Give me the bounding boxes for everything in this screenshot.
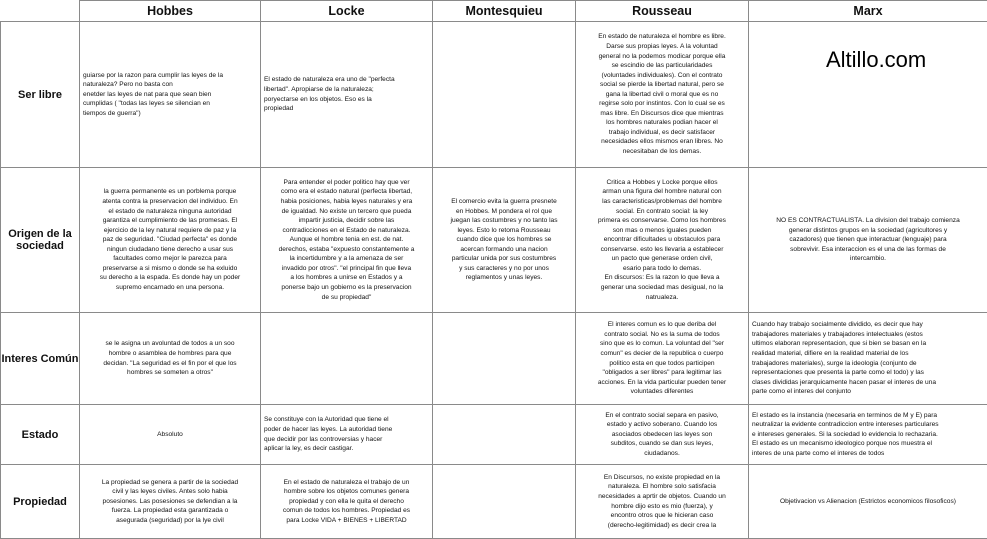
cell-text-line: propiedad: [264, 104, 429, 114]
table-cell-origen-de-la-sociedad-rousseau: [576, 168, 749, 313]
cell-text-line: realidad material, difiere en la realidad material de los: [752, 349, 984, 359]
corner-cell: [1, 1, 80, 22]
cell-text-line: social. En contrato social: la ley: [579, 207, 745, 217]
cell-text-line: En discursos: Es la razon lo que lleva a: [579, 273, 745, 283]
cell-text-line: Se constituye con la Autoridad que tiene el: [264, 415, 429, 425]
cell-text-line: contrato social. No es la suma de todos: [579, 330, 745, 340]
table-cell-origen-de-la-sociedad-locke: [261, 168, 433, 313]
cell-text-line: de igualdad. No existe un tercero que pueda: [264, 207, 429, 217]
table-cell-ser-libre-hobbes: [80, 22, 261, 168]
table-cell-estado-rousseau: [576, 405, 749, 465]
cell-text-line: preservarse a si mismo o donde se ha exluido: [83, 264, 257, 274]
table-row: [1, 313, 987, 405]
cell-text-line: generar distintos grupos en la sociedad (agricultores y: [752, 226, 984, 236]
cell-text-line: asegurada (seguridad) por la lye civil: [83, 516, 257, 526]
cell-text-line: necesidades a aprtir de objetos. Cuando un: [579, 492, 745, 502]
cell-text-line: ciudadanos.: [579, 449, 745, 459]
cell-text-line: Aunque el hombre tenia en est. de nat.: [264, 235, 429, 245]
cell-text-line: politico esta en que todos participen: [579, 359, 745, 369]
cell-text-line: hombres se someten a otros": [83, 368, 257, 378]
cell-text-line: contradicciones en el Estado de naturaleza.: [264, 226, 429, 236]
cell-text-line: acercan formando una nacion: [436, 245, 572, 255]
cell-text-line: estado y activo soberano. Cuando los: [579, 420, 745, 430]
cell-text-line: (voluntades individuales). Con el contrato: [579, 71, 745, 81]
cell-text-line: voluntades diferentes: [579, 387, 745, 397]
cell-text-line: primera es conservarse. Como los hombres: [579, 216, 745, 226]
cell-text-line: En el estado de naturaleza el trabajo de un: [264, 478, 429, 488]
table-cell-propiedad-montesquieu: [433, 465, 576, 539]
cell-text-line: se le asigna un avoluntad de todos a un soo: [83, 339, 257, 349]
table-row: [1, 465, 987, 539]
column-header-hobbes: Hobbes: [80, 1, 261, 22]
table-cell-estado-hobbes: [80, 405, 261, 465]
cell-text-line: la incertidumbre y a la amenaza de ser: [264, 254, 429, 264]
cell-text-line: habia posiciones, habia leyes naturales y era: [264, 197, 429, 207]
cell-text-line: general no la podemos modicar porque ella: [579, 52, 745, 62]
table-cell-propiedad-locke: [261, 465, 433, 539]
cell-text-line: interes de una parte como el interes de todos: [752, 449, 984, 459]
cell-text-line: las caracteristicas/problemas del hombre: [579, 197, 745, 207]
cell-text-line: El estado es la instancia (necesaria en terminos de M y E) para: [752, 411, 984, 421]
cell-text-line: Absoluto: [83, 430, 257, 440]
cell-text-line: asociados obedecen las leyes son: [579, 430, 745, 440]
cell-text-line: esario para todo lo demas.: [579, 264, 745, 274]
cell-text-line: hombre o asamblea de hombres para que: [83, 349, 257, 359]
table-cell-origen-de-la-sociedad-montesquieu: [433, 168, 576, 313]
table-row: [1, 405, 987, 465]
table-cell-interes-com-n-locke: [261, 313, 433, 405]
table-cell-estado-marx: [749, 405, 987, 465]
cell-text-line: reglamentos y unas leyes.: [436, 273, 572, 283]
cell-text-line: fuerza. La propiedad esta garantizada o: [83, 506, 257, 516]
cell-text-line: poryectarse en los objetos. Eso es la: [264, 95, 429, 105]
cell-text-line: los hombres naturales podian hacer el: [579, 118, 745, 128]
row-header-interes-com-n: Interes Común: [1, 313, 80, 405]
table-cell-interes-com-n-montesquieu: [433, 313, 576, 405]
cell-text-line: leyes. Esto lo retoma Rousseau: [436, 226, 572, 236]
cell-text-line: Objetivacion vs Alienacion (Estrictos economicos filosoficos): [752, 497, 984, 507]
cell-text-line: "obligados a ser libres" para legitimar las: [579, 368, 745, 378]
cell-text-line: Para entender el poder politico hay que ver: [264, 178, 429, 188]
cell-text-line: naturaleza. El hombre solo satisfacia: [579, 482, 745, 492]
cell-text-line: decidan. "La seguridad es el fin por el que los: [83, 359, 257, 369]
table-cell-interes-com-n-rousseau: [576, 313, 749, 405]
row-header-origen-de-la-sociedad: Origen de la sociedad: [1, 168, 80, 313]
table-cell-origen-de-la-sociedad-hobbes: [80, 168, 261, 313]
cell-text-line: en Hobbes. M pondera el rol que: [436, 207, 572, 217]
cell-text-line: encontro otros que le hicieran caso: [579, 511, 745, 521]
cell-text-line: hombre dijo esto es mio (fuerza), y: [579, 502, 745, 512]
cell-text-line: poder de hacer las leyes. La autoridad tiene: [264, 425, 429, 435]
cell-text-line: El interes comun es lo que deriba del: [579, 320, 745, 330]
table-cell-propiedad-rousseau: [576, 465, 749, 539]
cell-text-line: cuando dice que los hombres se: [436, 235, 572, 245]
cell-text-line: necesitaban de los demas.: [579, 147, 745, 157]
cell-text-line: necesidades ellos mismos eran libres. No: [579, 137, 745, 147]
cell-text-line: (derecho-legitimidad) es decir crea la: [579, 521, 745, 531]
cell-text-line: facultades como mejor le parezca para: [83, 254, 257, 264]
cell-text-line: propiedad y con ella le quita el derecho: [264, 497, 429, 507]
cell-text-line: Critica a Hobbes y Locke porque ellos: [579, 178, 745, 188]
row-header-estado: Estado: [1, 405, 80, 465]
table-cell-ser-libre-montesquieu: [433, 22, 576, 168]
cell-text-line: En el contrato social separa en pasivo,: [579, 411, 745, 421]
cell-text-line: y sus caracteres y no por unos: [436, 264, 572, 274]
cell-text-line: Darse sus propias leyes. A la voluntad: [579, 42, 745, 52]
cell-text-line: conservarse. esto les llevaria a establecer: [579, 245, 745, 255]
cell-text-line: clases divididas jerarquicamente hacen pasar el interes de una: [752, 378, 984, 388]
cell-text-line: particular unida por sus costumbres: [436, 254, 572, 264]
cell-text-line: neutralizar la evidente contradiccion entre intereses particulares: [752, 420, 984, 430]
cell-text-line: comun" es decier de la republica o cuerpo: [579, 349, 745, 359]
table-cell-interes-com-n-hobbes: [80, 313, 261, 405]
cell-text-line: cumplidas ( "todas las leyes se silencian en: [83, 99, 257, 109]
cell-text-line: el estado de naturaleza ninguna autoridad: [83, 207, 257, 217]
cell-text-line: trabajo individual, es decir satisfacer: [579, 128, 745, 138]
cell-text-line: como era el estado natural (perfecta libertad,: [264, 187, 429, 197]
row-header-ser-libre: Ser libre: [1, 22, 80, 168]
cell-text-line: ejercicio de la ley natural requiere de paz y la: [83, 226, 257, 236]
cell-text-line: Cuando hay trabajo socialmente dividido, es decir que hay: [752, 320, 984, 330]
cell-text-line: cazadores) que tienen que interactuar (lenguaje) para: [752, 235, 984, 245]
header-row: [1, 1, 987, 22]
cell-text-line: un pacto que generase orden civil,: [579, 254, 745, 264]
cell-text-line: generar una sociedad mas desigual, no la: [579, 283, 745, 293]
cell-text-line: sino que es lo comun. La voluntad del "ser: [579, 339, 745, 349]
cell-text-line: e intereses generales. Si la sociedad lo evidencia lo rechazaria.: [752, 430, 984, 440]
cell-text-line: sobrevivir. Esa interaccion es el una de las formas de: [752, 245, 984, 255]
cell-text-line: ningun ciudadano tiene derecho a usar sus: [83, 245, 257, 255]
table-cell-origen-de-la-sociedad-marx: [749, 168, 987, 313]
cell-text-line: natrualeza.: [579, 293, 745, 303]
cell-text-line: juegan las costumbres y no tanto las: [436, 216, 572, 226]
cell-text-line: La propiedad se genera a partir de la sociedad: [83, 478, 257, 488]
cell-text-line: acciones. En la vida particular pueden tener: [579, 378, 745, 388]
cell-text-line: la guerra permanente es un porblema porque: [83, 187, 257, 197]
cell-text-line: tiempos de guerra"): [83, 109, 257, 119]
cell-text-line: arman una figura del hombre natural con: [579, 187, 745, 197]
cell-text-line: enetder las leyes de nat para que sean bien: [83, 90, 257, 100]
cell-text-line: comun de todos los hombres. Propiedad es: [264, 506, 429, 516]
cell-text-line: aplicar la ley, es decir castigar.: [264, 444, 429, 454]
cell-text-line: naturaleza? Pero no basta con: [83, 80, 257, 90]
cell-text-line: de su propiedad": [264, 293, 429, 303]
cell-text-line: encontrar dificultades u obstaculos para: [579, 235, 745, 245]
table-row: [1, 168, 987, 313]
cell-text-line: ultimos elaboran representacion, que si bien se basan en la: [752, 339, 984, 349]
cell-text-line: mas libre. En Discursos dice que mientras: [579, 109, 745, 119]
cell-text-line: trabajadores materiales), surge la ideologia (conjunto de: [752, 359, 984, 369]
cell-text-line: NO ES CONTRACTUALISTA. La division del trabajo comienza: [752, 216, 984, 226]
cell-text-line: son mas o menos iguales pueden: [579, 226, 745, 236]
cell-text-line: representaciones que presenta la parte como el todo) y las: [752, 368, 984, 378]
column-header-rousseau: Rousseau: [576, 1, 749, 22]
cell-text-line: intercambio.: [752, 254, 984, 264]
table-cell-estado-montesquieu: [433, 405, 576, 465]
cell-text-line: guiarse por la razon para cumplir las leyes de la: [83, 71, 257, 81]
column-header-marx: Marx: [749, 1, 987, 22]
watermark: Altillo.com: [826, 47, 926, 73]
cell-text-line: impartir justicia, decidir sobre las: [264, 216, 429, 226]
cell-text-line: se escindio de las particularidades: [579, 61, 745, 71]
cell-text-line: posesiones. Las posesiones se defendian a la: [83, 497, 257, 507]
cell-text-line: gana la libertad civil o moral que es no: [579, 90, 745, 100]
row-header-propiedad: Propiedad: [1, 465, 80, 539]
column-header-locke: Locke: [261, 1, 433, 22]
cell-text-line: En estado de naturaleza el hombre es libre.: [579, 32, 745, 42]
cell-text-line: El comercio evita la guerra presnete: [436, 197, 572, 207]
cell-text-line: garantiza el cumplimiento de las promesas. El: [83, 216, 257, 226]
cell-text-line: El estado de naturaleza era uno de "perfecta: [264, 75, 429, 85]
column-header-montesquieu: Montesquieu: [433, 1, 576, 22]
cell-text-line: su derecho a la espada. Es donde hay un poder: [83, 273, 257, 283]
cell-text-line: subditos, cuando se dan sus leyes,: [579, 439, 745, 449]
cell-text-line: trabajadores materiales y trabajadores intelectuales (estos: [752, 330, 984, 340]
cell-text-line: regirse solo por instintos. Con lo cual se es: [579, 99, 745, 109]
cell-text-line: que decidir por las controversias y hacer: [264, 435, 429, 445]
table-cell-ser-libre-rousseau: [576, 22, 749, 168]
cell-text-line: libertad". Apropiarse de la naturaleza;: [264, 85, 429, 95]
cell-text-line: El estado es un mecanismo ideologico porque nos muestra el: [752, 439, 984, 449]
table-cell-ser-libre-locke: [261, 22, 433, 168]
table-cell-propiedad-hobbes: [80, 465, 261, 539]
table-cell-propiedad-marx: [749, 465, 987, 539]
cell-text-line: a los hombres a unirse en Estados y a: [264, 273, 429, 283]
cell-text-line: paz de seguridad. "Ciudad perfecta" es donde: [83, 235, 257, 245]
cell-text-line: hombre sobre los objetos comunes genera: [264, 487, 429, 497]
cell-text-line: civil y las leyes civiles. Antes solo habia: [83, 487, 257, 497]
cell-text-line: En Discursos, no existe propiedad en la: [579, 473, 745, 483]
table-cell-interes-com-n-marx: [749, 313, 987, 405]
cell-text-line: derechos, estaba "expuesto constantemente a: [264, 245, 429, 255]
table-cell-ser-libre-marx: [749, 22, 987, 168]
cell-text-line: social se pierde la libertad natural, pero se: [579, 80, 745, 90]
table-cell-estado-locke: [261, 405, 433, 465]
cell-text-line: para Locke VIDA + BIENES + LIBERTAD: [264, 516, 429, 526]
cell-text-line: ponerse bajo un gobierno es la preservacion: [264, 283, 429, 293]
cell-text-line: atenta contra la preservacion del individuo. En: [83, 197, 257, 207]
cell-text-line: supremo encarnado en una persona.: [83, 283, 257, 293]
cell-text-line: invadido por otros". "el principal fin que lleva: [264, 264, 429, 274]
table-row: [1, 22, 987, 168]
cell-text-line: parte como el interes del conjunto: [752, 387, 984, 397]
